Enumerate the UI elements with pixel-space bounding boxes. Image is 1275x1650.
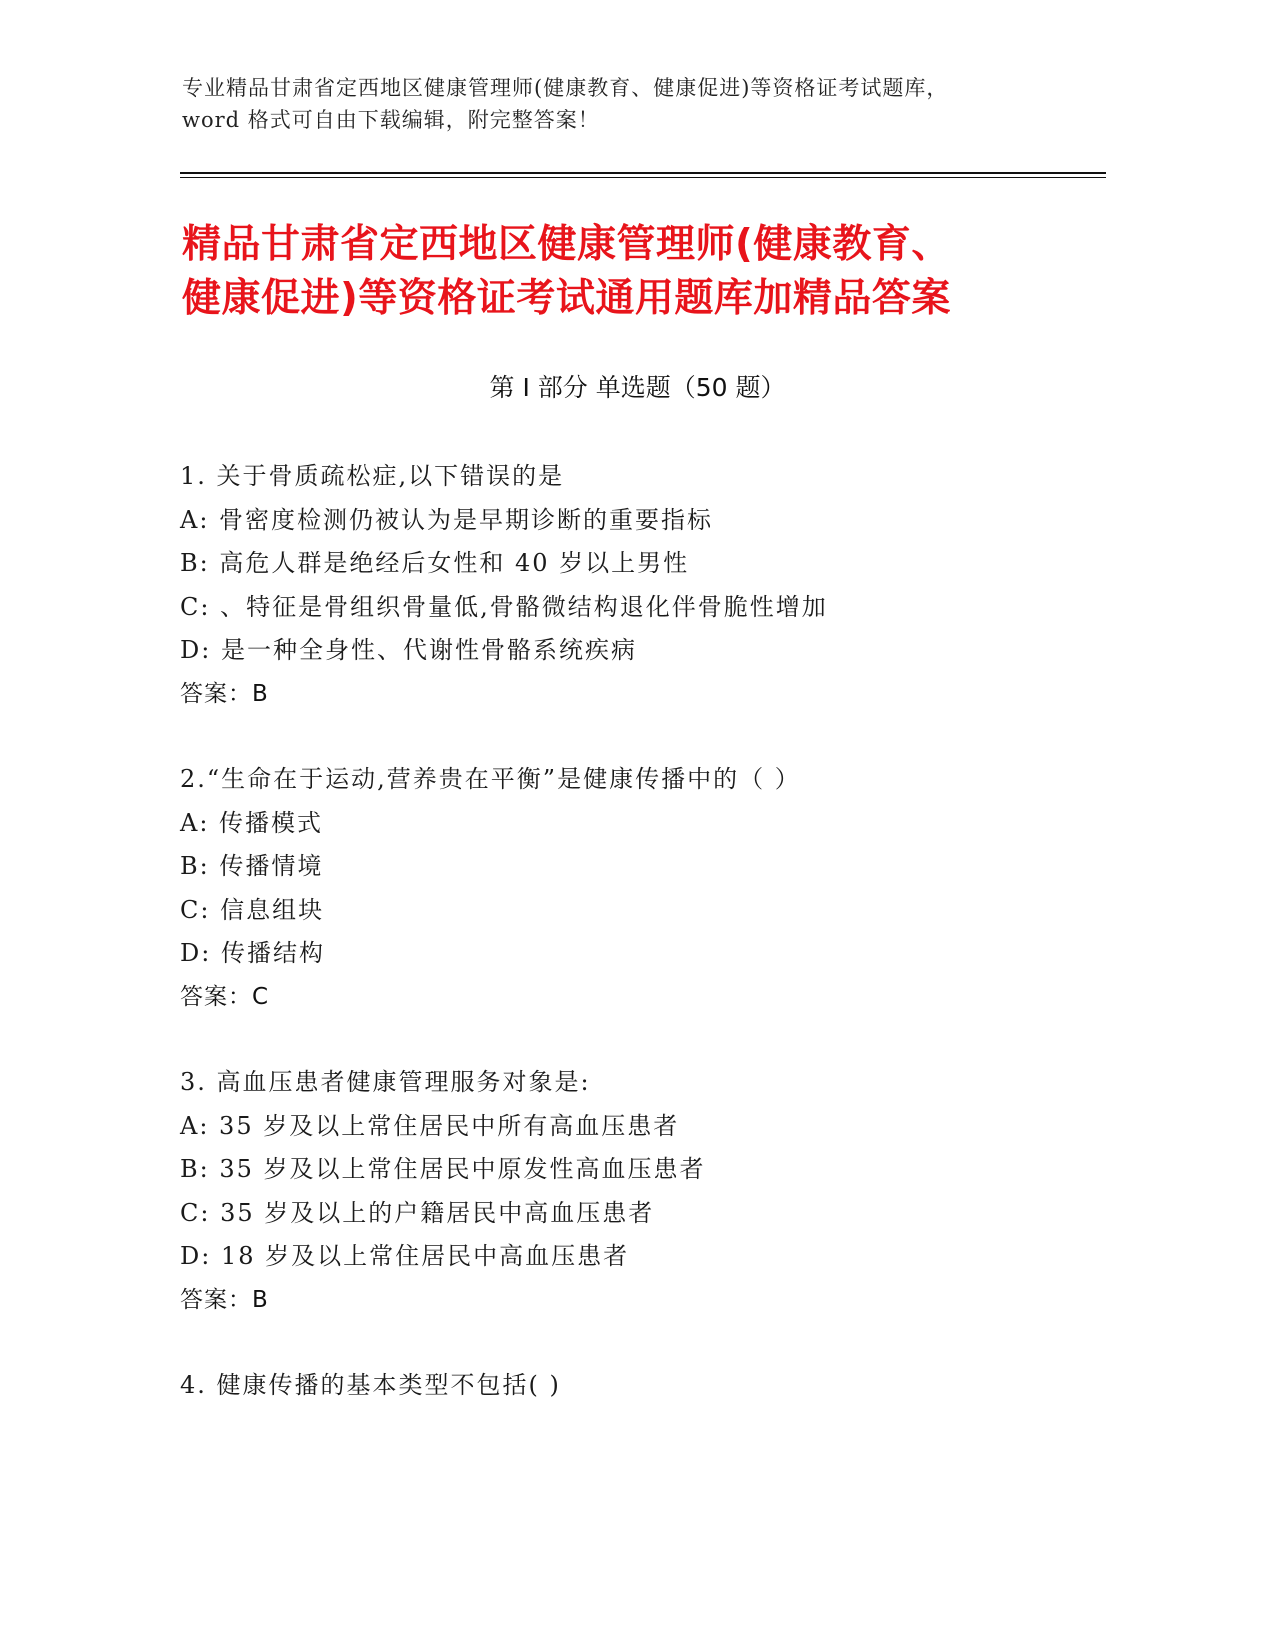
option-d: D: 是一种全身性、代谢性骨骼系统疾病	[180, 636, 637, 664]
question-1	[180, 455, 1100, 716]
answer-line: 答案：B	[180, 1286, 269, 1313]
option-c: C: 信息组块	[180, 895, 325, 924]
question-stem: 2.“生命在于运动,营养贵在平衡”是健康传播中的（ ）	[180, 765, 801, 793]
document-title-line-2: 健康促进)等资格证考试通用题库加精品答案	[182, 276, 951, 321]
option-a: A: 35 岁及以上常住居民中所有高血压患者	[180, 1111, 680, 1140]
answer-line: 答案：C	[180, 983, 270, 1010]
question-stem: 4. 健康传播的基本类型不包括( )	[180, 1371, 561, 1399]
header-note-line-2: word 格式可自由下载编辑，附完整答案！	[182, 108, 600, 132]
header-rule-thick	[180, 172, 1106, 174]
question-stem: 1. 关于骨质疏松症,以下错误的是	[180, 462, 565, 490]
option-a: A: 传播模式	[180, 808, 324, 837]
document-title	[182, 218, 1082, 326]
option-c: C: 35 岁及以上的户籍居民中高血压患者	[180, 1198, 655, 1227]
question-stem: 3. 高血压患者健康管理服务对象是:	[180, 1068, 591, 1096]
option-c: C: 、特征是骨组织骨量低,骨骼微结构退化伴骨脆性增加	[180, 592, 828, 621]
header-rule-thin	[180, 177, 1106, 178]
option-a: A: 骨密度检测仍被认为是早期诊断的重要指标	[180, 505, 714, 534]
header-note-line-1: 专业精品甘肃省定西地区健康管理师(健康教育、健康促进)等资格证考试题库，	[182, 76, 949, 100]
document-title-line-1: 精品甘肃省定西地区健康管理师(健康教育、	[182, 222, 951, 267]
question-list	[180, 455, 1100, 1450]
question-4	[180, 1364, 1100, 1408]
answer-line: 答案：B	[180, 680, 269, 707]
question-2	[180, 758, 1100, 1019]
header-note	[182, 72, 1062, 136]
question-3	[180, 1061, 1100, 1322]
option-b: B: 35 岁及以上常住居民中原发性高血压患者	[180, 1155, 706, 1183]
option-b: B: 传播情境	[180, 852, 324, 880]
option-d: D: 18 岁及以上常住居民中高血压患者	[180, 1242, 630, 1270]
section-title: 第 I 部分 单选题（50 题）	[489, 373, 786, 402]
option-d: D: 传播结构	[180, 939, 325, 967]
option-b: B: 高危人群是绝经后女性和 40 岁以上男性	[180, 549, 690, 577]
